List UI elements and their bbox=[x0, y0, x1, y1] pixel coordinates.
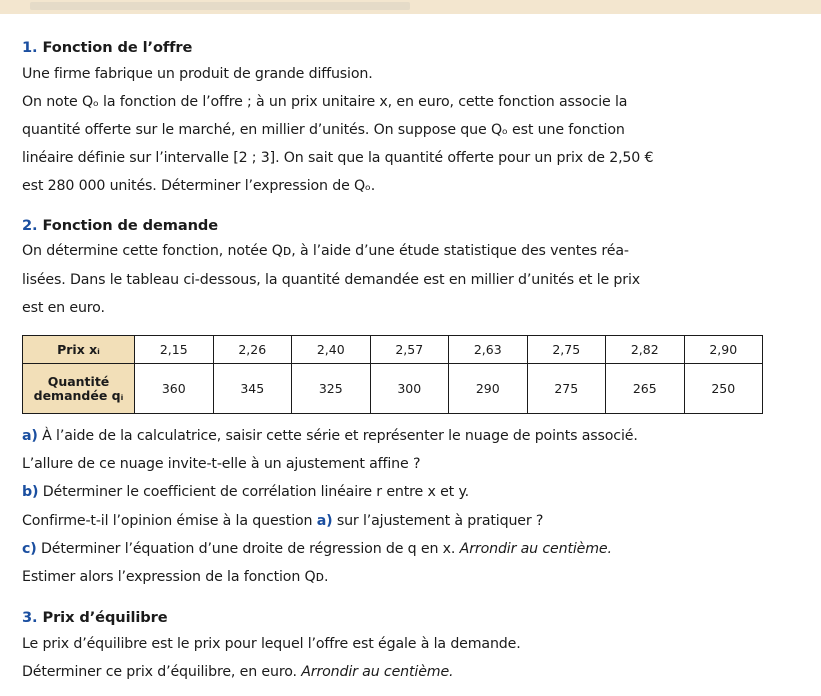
question-c-rounding: Arrondir au centième. bbox=[459, 541, 612, 557]
table-row-prices bbox=[23, 336, 763, 364]
question-a-label: a) bbox=[22, 428, 38, 444]
question-c-line-2: Estimer alors l’expression de la fonction Qᴅ. bbox=[22, 569, 329, 585]
table-cell-price: 2,15 bbox=[135, 336, 214, 364]
section-3-line-2 bbox=[22, 662, 800, 682]
table-row-quantities bbox=[23, 364, 763, 414]
table-cell-quantity: 360 bbox=[135, 364, 214, 414]
table-cell-price: 2,63 bbox=[449, 336, 528, 364]
question-c-label: c) bbox=[22, 541, 37, 557]
question-b-text-2a: Confirme-t-il l’opinion émise à la question bbox=[22, 513, 317, 529]
table-cell-quantity: 290 bbox=[449, 364, 528, 414]
table-cell-quantity: 265 bbox=[606, 364, 685, 414]
section-1-line-4: linéaire définie sur l’intervalle [2 ; 3]. On sait que la quantité offerte pour un prix de 2,50 € bbox=[22, 150, 654, 166]
top-header-band bbox=[0, 0, 821, 14]
question-b-line-2 bbox=[22, 511, 800, 531]
header-faded-text bbox=[30, 2, 410, 10]
table-cell-quantity: 345 bbox=[213, 364, 292, 414]
question-b-label: b) bbox=[22, 484, 39, 500]
section-1-heading bbox=[22, 39, 192, 56]
section-3-title: Prix d’équilibre bbox=[42, 609, 168, 626]
section-3-rounding: Arrondir au centième. bbox=[301, 664, 454, 680]
table-cell-quantity: 275 bbox=[527, 364, 606, 414]
section-3-heading bbox=[22, 609, 168, 626]
question-b-ref-a: a) bbox=[316, 513, 333, 529]
question-a-line-2: L’allure de ce nuage invite-t-elle à un ajustement affine ? bbox=[22, 456, 421, 472]
section-2-line-2: lisées. Dans le tableau ci-dessous, la quantité demandée est en millier d’unités et le prix bbox=[22, 272, 640, 288]
table-cell-price: 2,40 bbox=[292, 336, 371, 364]
section-3-line-1: Le prix d’équilibre est le prix pour lequel l’offre est égale à la demande. bbox=[22, 636, 521, 652]
section-2-line-1: On détermine cette fonction, notée Qᴅ, à l’aide d’une étude statistique des ventes réa- bbox=[22, 243, 629, 259]
question-b-text-1: Déterminer le coefficient de corrélation linéaire r entre x et y. bbox=[42, 484, 470, 500]
statistics-table bbox=[22, 335, 763, 414]
table-cell-price: 2,26 bbox=[213, 336, 292, 364]
table-cell-price: 2,82 bbox=[606, 336, 685, 364]
section-2-line-3: est en euro. bbox=[22, 300, 105, 316]
section-1-title: Fonction de l’offre bbox=[42, 39, 193, 56]
table-cell-quantity: 300 bbox=[370, 364, 449, 414]
section-1-line-1: Une firme fabrique un produit de grande diffusion. bbox=[22, 66, 373, 82]
table-cell-price: 2,57 bbox=[370, 336, 449, 364]
table-header-quantity bbox=[23, 364, 135, 414]
question-a-text-1: À l’aide de la calculatrice, saisir cette série et représenter le nuage de points associé. bbox=[42, 428, 638, 444]
table-header-price: Prix xᵢ bbox=[23, 336, 135, 364]
section-3-text-2: Déterminer ce prix d’équilibre, en euro. bbox=[22, 664, 302, 680]
question-c-line-1 bbox=[22, 539, 800, 559]
section-3-number: 3. bbox=[22, 609, 38, 626]
section-2-title: Fonction de demande bbox=[42, 217, 219, 234]
table-header-quantity-line-1: Quantité bbox=[47, 373, 110, 389]
table-cell-quantity: 325 bbox=[292, 364, 371, 414]
question-b-text-2b: sur l’ajustement à pratiquer ? bbox=[332, 513, 544, 529]
section-2-number: 2. bbox=[22, 217, 38, 234]
section-1-line-5: est 280 000 unités. Déterminer l’expression de Qₒ. bbox=[22, 178, 376, 194]
question-a-line-1 bbox=[22, 426, 800, 446]
table-cell-price: 2,90 bbox=[684, 336, 763, 364]
question-b-line-1 bbox=[22, 482, 800, 502]
section-1-line-3: quantité offerte sur le marché, en millier d’unités. On suppose que Qₒ est une fonction bbox=[22, 122, 625, 138]
section-1-line-2: On note Qₒ la fonction de l’offre ; à un prix unitaire x, en euro, cette fonction associe la bbox=[22, 94, 628, 110]
section-2-heading bbox=[22, 217, 218, 234]
question-c-text-1: Déterminer l’équation d’une droite de régression de q en x. bbox=[40, 541, 460, 557]
table-cell-quantity: 250 bbox=[684, 364, 763, 414]
table-header-quantity-line-2: demandée qᵢ bbox=[33, 387, 124, 403]
table-cell-price: 2,75 bbox=[527, 336, 606, 364]
section-1-number: 1. bbox=[22, 39, 38, 56]
